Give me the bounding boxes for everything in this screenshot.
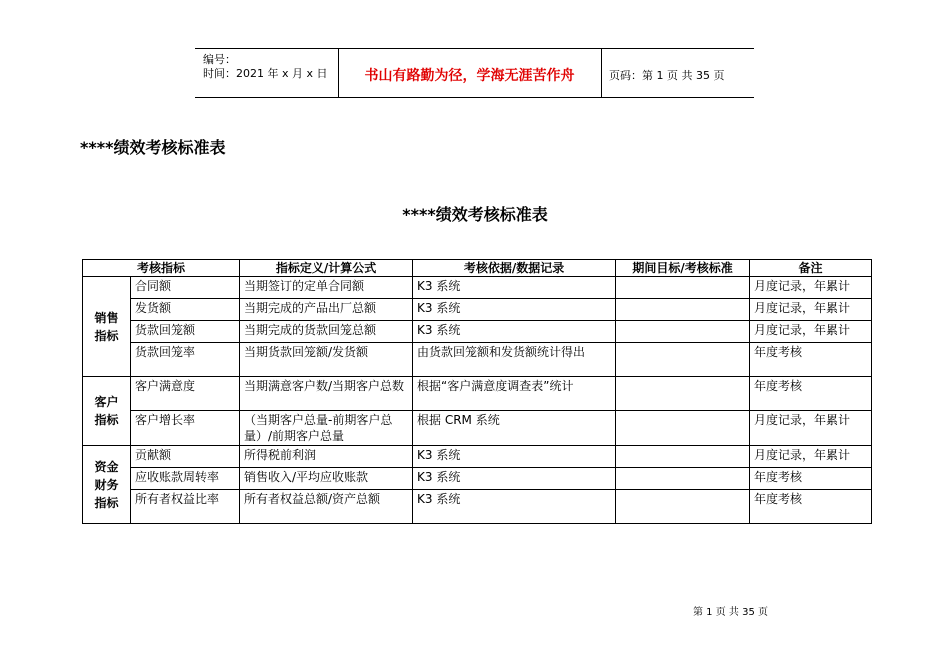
indicator-note: 月度记录，年累计 <box>750 299 872 321</box>
indicator-name: 客户满意度 <box>131 377 240 411</box>
indicator-basis: K3 系统 <box>413 321 616 343</box>
table-title: ****绩效考核标准表 <box>402 205 548 224</box>
indicator-definition: 当期完成的货款回笼总额 <box>240 321 413 343</box>
table-row <box>83 411 872 446</box>
indicator-note: 月度记录，年累计 <box>750 411 872 446</box>
indicator-note: 年度考核 <box>750 468 872 490</box>
indicator-basis: 根据“客户满意度调查表”统计 <box>413 377 616 411</box>
indicator-name: 货款回笼率 <box>131 343 240 377</box>
indicator-target <box>616 321 750 343</box>
indicator-note: 月度记录，年累计 <box>750 277 872 299</box>
table-row <box>83 321 872 343</box>
table-row <box>83 468 872 490</box>
indicator-target <box>616 343 750 377</box>
indicator-definition: （当期客户总量-前期客户总量）/前期客户总量 <box>240 411 413 446</box>
page-header <box>195 48 754 98</box>
indicator-target <box>616 277 750 299</box>
column-header-indicator: 考核指标 <box>83 260 240 277</box>
indicator-target <box>616 490 750 524</box>
indicator-basis: 根据 CRM 系统 <box>413 411 616 446</box>
table-row <box>83 446 872 468</box>
indicator-name: 货款回笼额 <box>131 321 240 343</box>
indicator-target <box>616 468 750 490</box>
table-row <box>83 343 872 377</box>
indicator-target <box>616 446 750 468</box>
column-header-basis: 考核依据/数据记录 <box>413 260 616 277</box>
indicator-name: 贡献额 <box>131 446 240 468</box>
group-cell-customer <box>83 377 131 446</box>
header-motto: 书山有路勤为径，学海无涯苦作舟 <box>364 68 575 84</box>
indicator-basis: 由货款回笼额和发货额统计得出 <box>413 343 616 377</box>
group-cell-sales <box>83 277 131 377</box>
table-row <box>83 377 872 411</box>
kpi-standard-table <box>82 259 872 524</box>
group-label-finance: 资金财务指标 <box>94 459 119 510</box>
indicator-definition: 当期完成的产品出厂总额 <box>240 299 413 321</box>
indicator-definition: 所有者权益总额/资产总额 <box>240 490 413 524</box>
indicator-basis: K3 系统 <box>413 468 616 490</box>
indicator-note: 年度考核 <box>750 490 872 524</box>
header-page-label: 页码：第 1 页 共 35 页 <box>609 69 725 82</box>
indicator-basis: K3 系统 <box>413 277 616 299</box>
indicator-basis: K3 系统 <box>413 490 616 524</box>
indicator-name: 客户增长率 <box>131 411 240 446</box>
document-title: ****绩效考核标准表 <box>80 138 226 157</box>
indicator-definition: 当期签订的定单合同额 <box>240 277 413 299</box>
indicator-definition: 当期满意客户数/当期客户总数 <box>240 377 413 411</box>
column-header-target: 期间目标/考核标准 <box>616 260 750 277</box>
document-number-label: 编号： <box>203 53 236 66</box>
indicator-target <box>616 411 750 446</box>
table-row <box>83 490 872 524</box>
indicator-definition: 销售收入/平均应收账款 <box>240 468 413 490</box>
table-row <box>83 277 872 299</box>
indicator-note: 月度记录，年累计 <box>750 321 872 343</box>
page-footer: 第 1 页 共 35 页 <box>693 607 768 618</box>
indicator-note: 年度考核 <box>750 377 872 411</box>
group-cell-finance <box>83 446 131 524</box>
header-divider <box>601 49 602 97</box>
indicator-name: 所有者权益比率 <box>131 490 240 524</box>
indicator-note: 年度考核 <box>750 343 872 377</box>
indicator-note: 月度记录，年累计 <box>750 446 872 468</box>
indicator-basis: K3 系统 <box>413 446 616 468</box>
column-header-definition: 指标定义/计算公式 <box>240 260 413 277</box>
indicator-definition: 所得税前利润 <box>240 446 413 468</box>
column-header-note: 备注 <box>750 260 872 277</box>
document-time-label: 时间：2021 年 x 月 x 日 <box>203 67 328 80</box>
indicator-basis: K3 系统 <box>413 299 616 321</box>
table-header-row <box>83 260 872 277</box>
group-label-sales: 销售指标 <box>94 310 119 343</box>
indicator-name: 合同额 <box>131 277 240 299</box>
indicator-name: 应收账款周转率 <box>131 468 240 490</box>
indicator-target <box>616 377 750 411</box>
indicator-target <box>616 299 750 321</box>
indicator-definition: 当期货款回笼额/发货额 <box>240 343 413 377</box>
table-row <box>83 299 872 321</box>
group-label-customer: 客户指标 <box>94 395 119 427</box>
indicator-name: 发货额 <box>131 299 240 321</box>
